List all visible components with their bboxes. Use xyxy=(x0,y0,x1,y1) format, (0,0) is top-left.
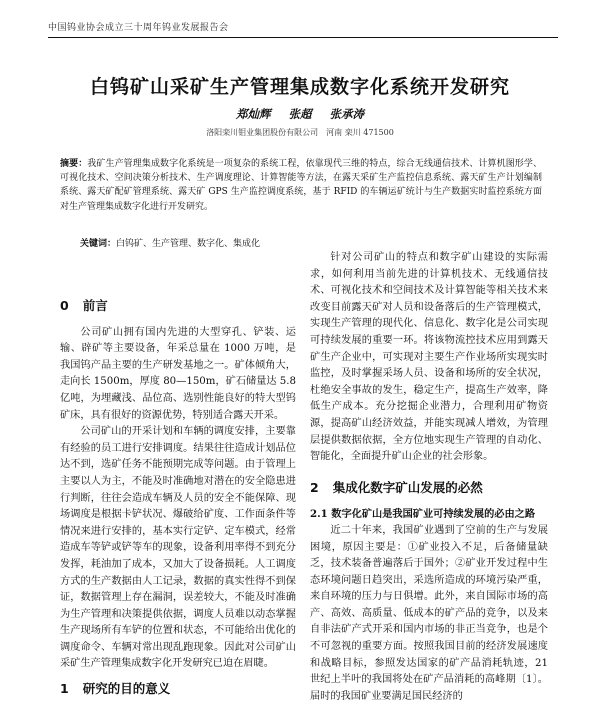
running-header: 中国钨业协会成立三十周年钨业发展报告会 xyxy=(48,23,229,33)
section-number: 1 xyxy=(60,681,69,697)
affiliation: 洛阳栾川钼业集团股份有限公司 河南 栾川 471500 xyxy=(206,128,394,137)
section-title: 集成化数字矿山发展的必然 xyxy=(332,479,483,495)
keywords-label: 关键词： xyxy=(80,239,117,249)
author-name: 张承涛 xyxy=(329,107,365,121)
paragraph: 公司矿山拥有国内先进的大型穿孔、铲装、运输、辟矿等主要设备，年采总量在 1000 万吨，是我国钨产品主要的生产研发基地之一。矿体倾角大，走向长 1500m，厚度 80—150m，矿石储量达 5.8 亿吨，为埋藏浅、品位高、选别性能良好的特大型钨矿床，具有很好的资源优势，特别适合露天开采。 xyxy=(60,326,297,421)
subsection-heading: 2.1 数字化矿山是我国矿业可持续发展的必由之路 xyxy=(310,508,536,521)
keywords xyxy=(80,236,540,249)
paragraph: 近二十年来，我国矿业遇到了空前的生产与发展困境，原因主要是：①矿业投入不足，后备储量缺乏，技术装备普遍落后于国外；②矿业开发过程中生态环境问题日趋突出，采选所造成的环境污染严重，来自环境的压力与日俱增。此外，来自国际市场的高产、高效、高质量、低成本的矿产品的竞争，以及来自非法矿产式开采和国内市场的非正当竞争，也是个不可忽视的重要方面。按照我国目前的经济发展速度和战略目标，参照发达国家的矿产品消耗轨迹，21 世纪上半叶的我国将处在矿产品消耗的高峰期〔1〕。届时的我国矿业要满足国民经济的 xyxy=(310,524,548,702)
paragraph: 公司矿山的开采计划和车辆的调度安排，主要靠有经验的员工进行安排调度。结果往往造成计划品位达不到，选矿任务不能预期完成等问题。由于管理上主要以人为主，不能及时准确地对潜在的安全隐患进行判断，往往会造成车辆及人员的安全不能保障、现场调度是根据卡铲状况、爆破给矿度、工作面条件等情况来进行安排的，基本实行定铲、定车模式，经常造成车等铲或铲等车的现象，设备利用率得不到充分发挥，耗油加了成本，又加大了设备损耗。人工调度方式的生产数据由人工记录，数据的真实性得不到保证，数据管理上存在漏洞，误差较大，不能及时准确为生产管理和决策提供依据，调度人员难以动态掌握生产现场所有车铲的位置和状态，不可能给出优化的调度命令、车辆对常出现乱跑现象。因此对公司矿山采矿生产管理集成数字化开发研究已迫在眉睫。 xyxy=(60,426,296,670)
section-title: 研究的目的意义 xyxy=(82,681,171,697)
abstract-text: 我矿生产管理集成数字化系统是一项复杂的系统工程，依靠现代三维的特点，综合无线通信技术、计算机图形学、可视化技术、空间决策分析技术、生产调度理论、计算智能等方法，在露天采矿生产监控信息系统、露天矿生产计划编制系统、露天矿配矿管理系统、露天矿 GPS 生产监控调度系统，基于 RFID 的车辆运矿统计与生产数据实时监控系统方面对生产管理集成数字化进行开发研究。 xyxy=(60,159,542,212)
section-heading xyxy=(310,480,548,497)
keywords-text: 白钨矿、生产管理、数字化、集成化 xyxy=(116,239,261,249)
abstract xyxy=(60,157,542,214)
author-name: 张超 xyxy=(288,107,312,121)
section-number: 0 xyxy=(60,298,69,313)
section-heading xyxy=(60,298,296,315)
paragraph: 针对公司矿山的特点和数字矿山建设的实际需求，如何利用当前先进的计算机技术、无线通信技术、可视化技术和空间技术及计算智能等相关技术来改变目前露天矿对人员和设备落后的生产管理模式，实现生产管理的现代化、信息化、数字化是公司实现可持续发展的重要一环。将该物流控技术应用到露天矿生产企业中，可实现对主要生产作业场所实现实时监控，及时掌握采场人员、设备和场所的安全状况，杜绝安全事故的发生，稳定生产，提高生产效率，降低生产成本。充分挖掘企业潜力，合理利用矿物资源，提高矿山经济效益，并能实现减人增效，为管理层提供数据依据，全方位地实现生产管理的自动化、智能化，全面提升矿山企业的社会形象。 xyxy=(310,252,548,463)
left-column xyxy=(60,292,296,708)
right-column xyxy=(310,250,548,705)
section-number: 2 xyxy=(310,479,319,495)
section-heading xyxy=(60,681,296,698)
paper-title: 白钨矿山采矿生产管理集成数字化系统开发研究 xyxy=(89,76,510,98)
section-title: 前言 xyxy=(82,298,108,313)
author-list xyxy=(40,106,560,122)
header-divider xyxy=(48,37,558,38)
author-name: 郑灿辉 xyxy=(235,107,271,121)
abstract-label: 摘要： xyxy=(60,159,88,169)
